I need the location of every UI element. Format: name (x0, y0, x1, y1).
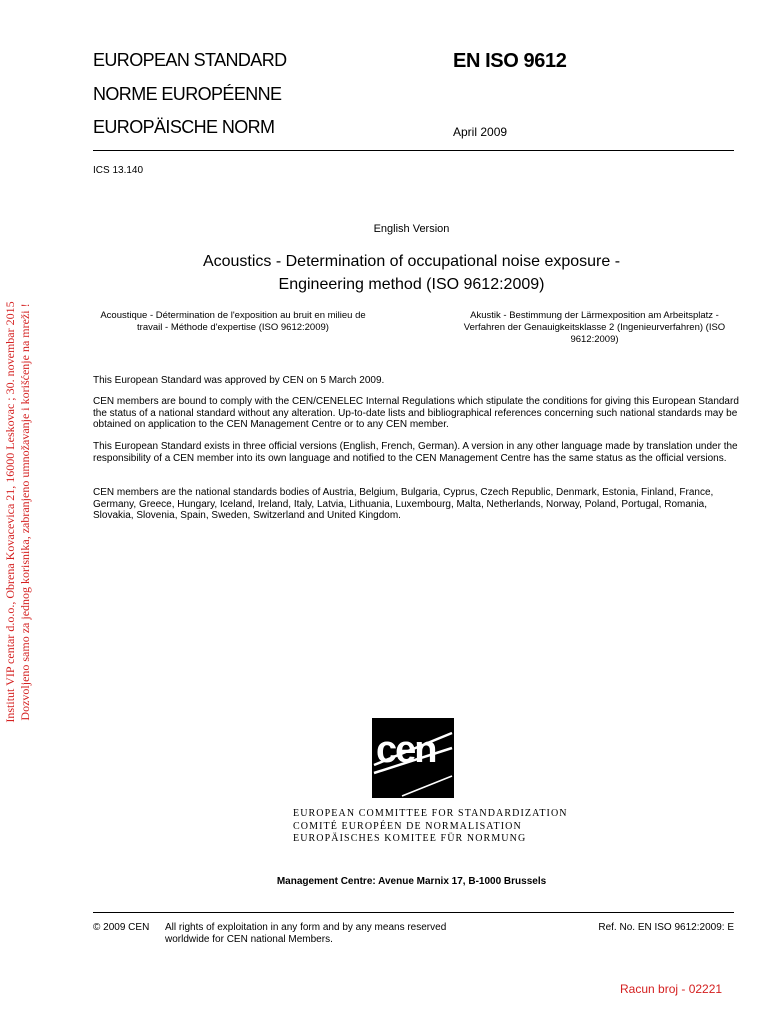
side-watermark-line-1: Institut VIP centar d.o.o., Obrena Kovacevica 21, 16000 Leskovac ; 30. novembar 2015 (3, 301, 17, 723)
french-title: Acoustique - Détermination de l'exposition au bruit en milieu de travail - Méthode d'expertise (ISO 9612:2009) (100, 310, 366, 333)
header-line-de: EUROPÄISCHE NORM (93, 117, 275, 137)
header-rule (93, 150, 734, 151)
publication-date: April 2009 (453, 125, 508, 139)
management-centre: Management Centre: Avenue Marnix 17, B-1000 Brussels (276, 876, 547, 887)
versions-paragraph: This European Standard exists in three official versions (English, French, German). A version in any other language made by translation under the responsibility of a CEN member into its own language and notified to the CEN Management Centre has the same status as the official versions. (93, 441, 738, 464)
title-line-1: Acoustics - Determination of occupational noise exposure - (202, 253, 621, 270)
header-line-en: EUROPEAN STANDARD (93, 50, 287, 70)
cen-name-fr: COMITÉ EUROPÉEN DE NORMALISATION (293, 820, 522, 832)
cen-wordmark: cen (376, 729, 436, 771)
footer-rights: All rights of exploitation in any form and by any means reserved worldwide for CEN national Members. (165, 922, 447, 945)
document-title (100, 250, 723, 296)
standard-number: EN ISO 9612 (453, 50, 567, 72)
receipt-number: Racun broj - 02221 (620, 982, 723, 996)
ics-code: ICS 13.140 (93, 165, 144, 176)
cen-name-de: EUROPÄISCHES KOMITEE FÜR NORMUNG (293, 833, 527, 844)
title-line-2: Engineering method (ISO 9612:2009) (278, 276, 545, 293)
cen-logo (372, 718, 454, 798)
footer-copyright: © 2009 CEN (93, 922, 150, 933)
footer-rule (93, 912, 734, 913)
compliance-paragraph: CEN members are bound to comply with the CEN/CENELEC Internal Regulations which stipulate the conditions for giving this European Standard the status of a national standard without any alteration. Up-to-date lists and bibliographical references concerning such national standards may be obtained on application to the CEN Management Centre or to any CEN member. (93, 396, 739, 430)
header-line-fr: NORME EUROPÉENNE (93, 84, 282, 104)
cen-logo-mark (372, 718, 454, 798)
members-paragraph: CEN members are the national standards bodies of Austria, Belgium, Bulgaria, Cyprus, Czech Republic, Denmark, Estonia, Finland, France, Germany, Greece, Hungary, Iceland, Ireland, Italy, Latvia, Lithuania, Luxembourg, Malta, Netherlands, Norway, Poland, Portugal, Romania, Slovakia, Slovenia, Spain, Sweden, Switzerland and United Kingdom. (93, 487, 714, 521)
footer-reference: Ref. No. EN ISO 9612:2009: E (598, 922, 734, 933)
approval-paragraph: This European Standard was approved by CEN on 5 March 2009. (93, 375, 385, 386)
side-watermark-line-2: Dozvoljeno samo za jednog korisnika, zabranjeno umnožavanje i korišćenje na mreži ! (18, 303, 32, 721)
version-label: English Version (373, 223, 450, 235)
german-title: Akustik - Bestimmung der Lärmexposition am Arbeitsplatz - Verfahren der Genauigkeitsklasse 2 (Ingenieurverfahren) (ISO 9612:2009) (463, 310, 726, 345)
cen-name-en: EUROPEAN COMMITTEE FOR STANDARDIZATION (293, 808, 568, 819)
cen-names (293, 808, 568, 846)
